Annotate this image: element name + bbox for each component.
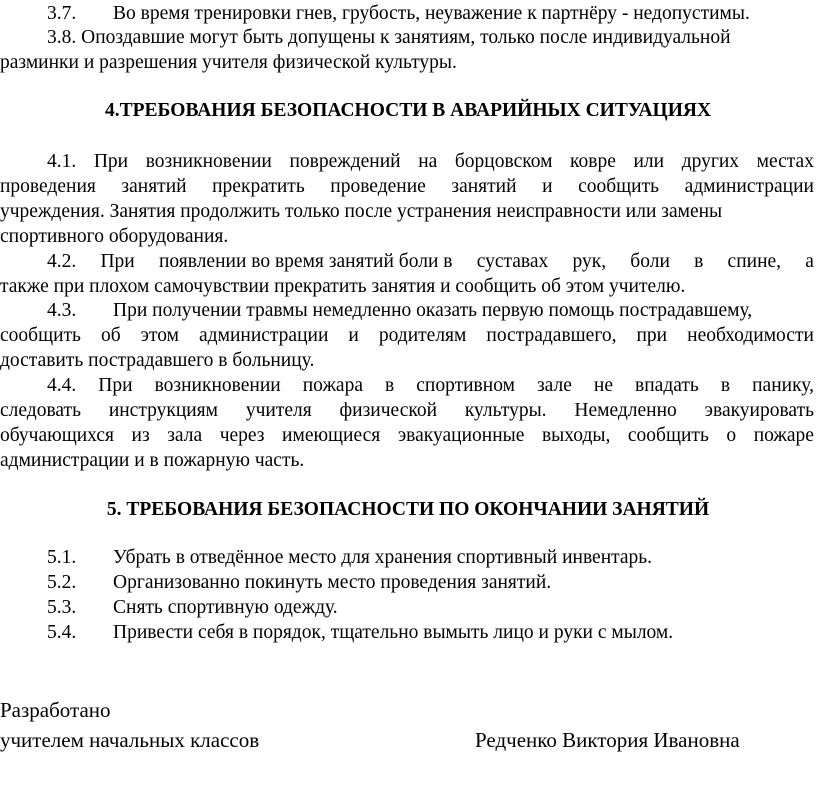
word: спине, [727, 251, 782, 272]
word: ковре [570, 151, 616, 172]
word: культуры. [464, 400, 547, 421]
word: суставах [476, 251, 549, 272]
item-number: 4.4. [47, 375, 77, 396]
word: администрации [199, 325, 329, 346]
word: впадать [635, 375, 699, 396]
word: необходимости [687, 325, 814, 346]
paragraph-4-3-line-2 [0, 324, 814, 348]
item-number: 5.3. [47, 597, 77, 618]
paragraph-text: спортивного оборудования. [0, 226, 229, 247]
paragraph-text: учреждения. Занятия продолжить только после устранения неисправности или замены [0, 201, 723, 222]
word: проведение [330, 176, 426, 197]
word: в [385, 375, 395, 396]
paragraph-text: также при плохом самочувствии прекратить занятия и сообщить об этом учителю. [0, 276, 686, 297]
word: возникновении [154, 375, 281, 396]
paragraph-4-4-line-3 [0, 424, 814, 448]
word: о [726, 425, 737, 446]
word: занятий [451, 176, 517, 197]
word: в [694, 251, 704, 272]
word: инструкциям [108, 400, 218, 421]
word: и [542, 176, 553, 197]
word: местах [756, 151, 814, 172]
section-4-heading: 4.ТРЕБОВАНИЯ БЕЗОПАСНОСТИ В АВАРИЙНЫХ СИТУАЦИЯХ [104, 100, 712, 121]
word: панику, [752, 375, 814, 396]
word: учителя [245, 400, 312, 421]
word: или [633, 151, 665, 172]
paragraph-text: При получении травмы немедленно оказать первую помощь пострадавшему, [113, 300, 753, 321]
word: борцовском [454, 151, 553, 172]
word: зале [536, 375, 572, 396]
word: в [720, 375, 731, 396]
word: пострадавшего, [486, 325, 617, 346]
author-name: Редченко Виктория Ивановна [475, 728, 740, 752]
word: рук, [572, 251, 607, 272]
word: сообщить [627, 425, 709, 446]
paragraph-text: доставить пострадавшего в больницу. [0, 350, 315, 371]
item-number: 5.1. [47, 547, 77, 568]
word: прекратить [212, 176, 305, 197]
paragraph-4-4-line-2 [0, 399, 814, 423]
word: сообщить [578, 176, 660, 197]
item-text: Организованно покинуть место проведения занятий. [113, 572, 552, 593]
word: При [100, 251, 135, 272]
item-text: Убрать в отведённое место для хранения спортивный инвентарь. [113, 547, 653, 568]
word: появлении во время занятий боли в [158, 251, 453, 272]
word: физической [339, 400, 438, 421]
word: следовать [0, 400, 81, 421]
word: занятий [121, 176, 187, 197]
item-text: Снять спортивную одежду. [113, 597, 338, 618]
word: зала [167, 425, 203, 446]
word: на [418, 151, 438, 172]
word: из [131, 425, 150, 446]
paragraph-text: администрации и в пожарную часть. [0, 450, 305, 471]
item-number: 5.2. [47, 572, 77, 593]
section-5-heading: 5. ТРЕБОВАНИЯ БЕЗОПАСНОСТИ ПО ОКОНЧАНИИ ЗАНЯТИЙ [106, 499, 710, 520]
word: эвакуационные [397, 425, 525, 446]
word: пожаре [753, 425, 814, 446]
paragraph-text: разминки и разрешения учителя физической культуры. [0, 52, 457, 73]
word: эвакуировать [704, 400, 814, 421]
word: При [98, 375, 133, 396]
word: этом [140, 325, 180, 346]
author-role: учителем начальных классов [0, 728, 260, 752]
word: боли [630, 251, 670, 272]
item-number: 4.1. [47, 151, 77, 172]
paragraph-4-1-line-2 [0, 175, 814, 199]
word: при [636, 325, 668, 346]
paragraph-4-2-line-1 [47, 250, 814, 274]
word: других [681, 151, 740, 172]
word: родителям [378, 325, 467, 346]
word: обучающихся [0, 425, 114, 446]
developed-label: Разработано [0, 698, 111, 722]
item-number: 3.7. [47, 3, 77, 24]
word: не [593, 375, 613, 396]
word: и [348, 325, 359, 346]
word: имеющиеся [282, 425, 381, 446]
word: При [93, 151, 129, 172]
word: сообщить [0, 325, 81, 346]
paragraph-text: Во время тренировки гнев, грубость, неуважение к партнёру - недопустимы. [113, 3, 750, 24]
word: повреждений [289, 151, 401, 172]
word: пожара [302, 375, 363, 396]
paragraph-text: 3.8. Опоздавшие могут быть допущены к занятиям, только после индивидуальной [47, 27, 731, 48]
item-number: 4.2. [47, 251, 77, 272]
word: об [100, 325, 121, 346]
paragraph-4-4-line-1 [47, 374, 814, 398]
word: а [805, 251, 814, 272]
word: проведения [0, 176, 96, 197]
item-text: Привести себя в порядок, тщательно вымыть лицо и руки с мылом. [113, 622, 674, 643]
item-number: 4.3. [47, 300, 77, 321]
item-number: 5.4. [47, 622, 77, 643]
word: выходы, [541, 425, 611, 446]
word: спортивном [416, 375, 515, 396]
word: администрации [684, 176, 814, 197]
word: Немедленно [574, 400, 677, 421]
word: через [219, 425, 265, 446]
paragraph-4-1-line-1 [47, 150, 814, 174]
word: возникновении [145, 151, 272, 172]
